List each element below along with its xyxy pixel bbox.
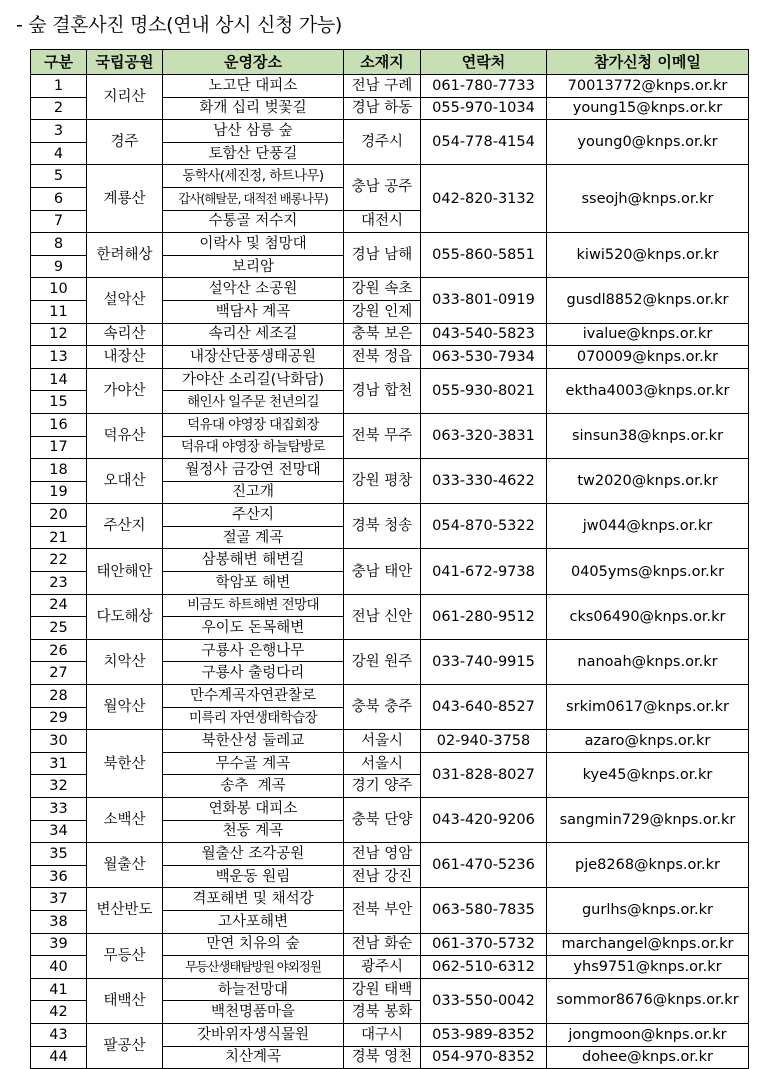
place-name: 삼봉해변 해변길 — [163, 549, 344, 572]
row-number: 8 — [31, 233, 87, 256]
place-name: 갓바위자생식물원 — [163, 1023, 344, 1046]
phone: 033-550-0042 — [421, 978, 547, 1023]
phone: 063-530-7934 — [421, 346, 547, 369]
phone: 063-580-7835 — [421, 888, 547, 933]
park-name: 월출산 — [87, 843, 163, 888]
email: sinsun38@knps.or.kr — [547, 413, 749, 458]
park-name: 경주 — [87, 120, 163, 165]
phone: 055-860-5851 — [421, 233, 547, 278]
location: 경남 합천 — [344, 368, 421, 413]
phone: 061-470-5236 — [421, 843, 547, 888]
email: jw044@knps.or.kr — [547, 504, 749, 549]
place-name: 백운동 원림 — [163, 865, 344, 888]
row-number: 2 — [31, 97, 87, 120]
location: 전남 구례 — [344, 75, 421, 98]
location: 강원 인제 — [344, 300, 421, 323]
phone: 061-280-9512 — [421, 594, 547, 639]
location: 경주시 — [344, 120, 421, 165]
park-name: 덕유산 — [87, 413, 163, 458]
location: 강원 태백 — [344, 978, 421, 1001]
row-number: 32 — [31, 775, 87, 798]
email: sangmin729@knps.or.kr — [547, 798, 749, 843]
header-cell-park: 국립공원 — [87, 50, 163, 75]
row-number: 30 — [31, 730, 87, 753]
phone: 033-740-9915 — [421, 639, 547, 684]
row-number: 1 — [31, 75, 87, 98]
table-row — [31, 413, 749, 436]
place-name: 학암포 해변 — [163, 572, 344, 595]
phone: 043-640-8527 — [421, 685, 547, 730]
row-number: 37 — [31, 888, 87, 911]
table-row — [31, 75, 749, 98]
park-name: 치악산 — [87, 639, 163, 684]
park-name: 한려해상 — [87, 233, 163, 278]
phone: 041-672-9738 — [421, 549, 547, 594]
park-name: 오대산 — [87, 459, 163, 504]
location: 전북 정읍 — [344, 346, 421, 369]
park-name: 변산반도 — [87, 888, 163, 933]
header-cell-location: 소재지 — [344, 50, 421, 75]
email: gurlhs@knps.or.kr — [547, 888, 749, 933]
location: 경북 영천 — [344, 1046, 421, 1069]
email: srkim0617@knps.or.kr — [547, 685, 749, 730]
place-name: 격포해변 및 채석강 — [163, 888, 344, 911]
location: 경북 청송 — [344, 504, 421, 549]
place-name: 진고개 — [163, 481, 344, 504]
location: 경남 남해 — [344, 233, 421, 278]
phone: 062-510-6312 — [421, 956, 547, 979]
table-row — [31, 978, 749, 1001]
place-name: 고사포해변 — [163, 910, 344, 933]
table-row — [31, 165, 749, 188]
phone: 033-330-4622 — [421, 459, 547, 504]
row-number: 4 — [31, 142, 87, 165]
row-number: 11 — [31, 300, 87, 323]
row-number: 24 — [31, 594, 87, 617]
place-name: 비금도 하트해변 전망대 — [163, 594, 344, 617]
row-number: 27 — [31, 662, 87, 685]
location: 광주시 — [344, 956, 421, 979]
row-number: 7 — [31, 210, 87, 233]
phone: 055-930-8021 — [421, 368, 547, 413]
table-row — [31, 639, 749, 662]
phone: 054-870-5322 — [421, 504, 547, 549]
table-row — [31, 323, 749, 346]
row-number: 43 — [31, 1023, 87, 1046]
row-number: 41 — [31, 978, 87, 1001]
table-row — [31, 120, 749, 143]
location: 대구시 — [344, 1023, 421, 1046]
location: 대전시 — [344, 210, 421, 233]
row-number: 16 — [31, 413, 87, 436]
row-number: 20 — [31, 504, 87, 527]
place-name: 치산계곡 — [163, 1046, 344, 1069]
email: azaro@knps.or.kr — [547, 730, 749, 753]
phone: 061-370-5732 — [421, 933, 547, 956]
table-row — [31, 233, 749, 256]
place-name: 만연 치유의 숲 — [163, 933, 344, 956]
location: 서울시 — [344, 730, 421, 753]
email: jongmoon@knps.or.kr — [547, 1023, 749, 1046]
row-number: 17 — [31, 436, 87, 459]
location: 전남 영암 — [344, 843, 421, 866]
park-name: 가야산 — [87, 368, 163, 413]
park-name: 속리산 — [87, 323, 163, 346]
table-row — [31, 594, 749, 617]
place-name: 천동 계곡 — [163, 820, 344, 843]
phone: 055-970-1034 — [421, 97, 547, 120]
place-name: 구룡사 출렁다리 — [163, 662, 344, 685]
location: 경기 양주 — [344, 775, 421, 798]
table-header-row — [31, 50, 749, 75]
place-name: 만수계곡자연관찰로 — [163, 685, 344, 708]
park-name: 태백산 — [87, 978, 163, 1023]
table-row — [31, 933, 749, 956]
row-number: 25 — [31, 617, 87, 640]
table-row — [31, 504, 749, 527]
place-name: 남산 삼릉 숲 — [163, 120, 344, 143]
row-number: 35 — [31, 843, 87, 866]
place-name: 동학사(세진정, 하트나무) — [163, 165, 344, 188]
place-name: 덕유대 야영장 하늘탐방로 — [163, 436, 344, 459]
phone: 02-940-3758 — [421, 730, 547, 753]
row-number: 44 — [31, 1046, 87, 1069]
location: 전북 무주 — [344, 413, 421, 458]
phone: 054-970-8352 — [421, 1046, 547, 1069]
email: young0@knps.or.kr — [547, 120, 749, 165]
place-name: 연화봉 대피소 — [163, 798, 344, 821]
place-name: 주산지 — [163, 504, 344, 527]
place-name: 토함산 단풍길 — [163, 142, 344, 165]
location: 서울시 — [344, 752, 421, 775]
row-number: 34 — [31, 820, 87, 843]
email: marchangel@knps.or.kr — [547, 933, 749, 956]
place-name: 갑사(해탈문, 대적전 배롱나무) — [163, 187, 344, 210]
row-number: 33 — [31, 798, 87, 821]
location: 충북 보은 — [344, 323, 421, 346]
email: gusdl8852@knps.or.kr — [547, 278, 749, 323]
row-number: 39 — [31, 933, 87, 956]
place-name: 절골 계곡 — [163, 526, 344, 549]
place-name: 무수골 계곡 — [163, 752, 344, 775]
email: pje8268@knps.or.kr — [547, 843, 749, 888]
park-name: 태안해안 — [87, 549, 163, 594]
park-name: 내장산 — [87, 346, 163, 369]
place-name: 북한산성 둘레교 — [163, 730, 344, 753]
phone: 053-989-8352 — [421, 1023, 547, 1046]
place-name: 송추 계곡 — [163, 775, 344, 798]
email: ektha4003@knps.or.kr — [547, 368, 749, 413]
row-number: 10 — [31, 278, 87, 301]
row-number: 15 — [31, 391, 87, 414]
row-number: 26 — [31, 639, 87, 662]
table-row — [31, 346, 749, 369]
table-row — [31, 685, 749, 708]
place-name: 월정사 금강연 전망대 — [163, 459, 344, 482]
place-name: 수통골 저수지 — [163, 210, 344, 233]
row-number: 28 — [31, 685, 87, 708]
table-row — [31, 459, 749, 482]
wedding-photo-spots-table — [30, 49, 749, 1069]
header-cell-place: 운영장소 — [163, 50, 344, 75]
email: tw2020@knps.or.kr — [547, 459, 749, 504]
email: 070009@knps.or.kr — [547, 346, 749, 369]
place-name: 노고단 대피소 — [163, 75, 344, 98]
location: 강원 원주 — [344, 639, 421, 684]
park-name: 소백산 — [87, 798, 163, 843]
park-name: 월악산 — [87, 685, 163, 730]
row-number: 6 — [31, 187, 87, 210]
place-name: 설악산 소공원 — [163, 278, 344, 301]
row-number: 12 — [31, 323, 87, 346]
park-name: 팔공산 — [87, 1023, 163, 1068]
row-number: 19 — [31, 481, 87, 504]
header-cell-phone: 연락처 — [421, 50, 547, 75]
phone: 063-320-3831 — [421, 413, 547, 458]
table-row — [31, 368, 749, 391]
email: kiwi520@knps.or.kr — [547, 233, 749, 278]
location: 경남 하동 — [344, 97, 421, 120]
place-name: 백천명품마을 — [163, 1001, 344, 1024]
row-number: 21 — [31, 526, 87, 549]
row-number: 13 — [31, 346, 87, 369]
location: 전남 화순 — [344, 933, 421, 956]
location: 전남 강진 — [344, 865, 421, 888]
table-row — [31, 278, 749, 301]
row-number: 31 — [31, 752, 87, 775]
place-name: 해인사 일주문 천년의길 — [163, 391, 344, 414]
place-name: 화개 십리 벚꽃길 — [163, 97, 344, 120]
table-row — [31, 798, 749, 821]
phone: 031-828-8027 — [421, 752, 547, 797]
place-name: 백담사 계곡 — [163, 300, 344, 323]
place-name: 덕유대 야영장 대집회장 — [163, 413, 344, 436]
place-name: 우이도 돈목해변 — [163, 617, 344, 640]
park-name: 무등산 — [87, 933, 163, 978]
place-name: 하늘전망대 — [163, 978, 344, 1001]
page-heading: - 숲 결혼사진 명소(연내 상시 신청 가능) — [16, 14, 343, 36]
email: sommor8676@knps.or.kr — [547, 978, 749, 1023]
place-name: 무등산생태탐방원 야외정원 — [163, 956, 344, 979]
row-number: 42 — [31, 1001, 87, 1024]
row-number: 36 — [31, 865, 87, 888]
email: ivalue@knps.or.kr — [547, 323, 749, 346]
table-row — [31, 1023, 749, 1046]
location: 충남 공주 — [344, 165, 421, 210]
table-row — [31, 843, 749, 866]
row-number: 29 — [31, 707, 87, 730]
phone: 042-820-3132 — [421, 165, 547, 233]
row-number: 14 — [31, 368, 87, 391]
row-number: 22 — [31, 549, 87, 572]
phone: 033-801-0919 — [421, 278, 547, 323]
place-name: 속리산 세조길 — [163, 323, 344, 346]
phone: 043-540-5823 — [421, 323, 547, 346]
park-name: 북한산 — [87, 730, 163, 798]
email: 0405yms@knps.or.kr — [547, 549, 749, 594]
email: dohee@knps.or.kr — [547, 1046, 749, 1069]
row-number: 5 — [31, 165, 87, 188]
row-number: 40 — [31, 956, 87, 979]
email: 70013772@knps.or.kr — [547, 75, 749, 98]
location: 강원 평창 — [344, 459, 421, 504]
location: 전남 신안 — [344, 594, 421, 639]
row-number: 23 — [31, 572, 87, 595]
location: 강원 속초 — [344, 278, 421, 301]
table-row — [31, 888, 749, 911]
place-name: 가야산 소리길(낙화담) — [163, 368, 344, 391]
email: young15@knps.or.kr — [547, 97, 749, 120]
place-name: 내장산단풍생태공원 — [163, 346, 344, 369]
table-row — [31, 730, 749, 753]
email: nanoah@knps.or.kr — [547, 639, 749, 684]
location: 충북 충주 — [344, 685, 421, 730]
park-name: 계룡산 — [87, 165, 163, 233]
table-row — [31, 549, 749, 572]
place-name: 월출산 조각공원 — [163, 843, 344, 866]
email: cks06490@knps.or.kr — [547, 594, 749, 639]
place-name: 구룡사 은행나무 — [163, 639, 344, 662]
table-body — [31, 75, 749, 1069]
row-number: 3 — [31, 120, 87, 143]
row-number: 18 — [31, 459, 87, 482]
park-name: 설악산 — [87, 278, 163, 323]
phone: 061-780-7733 — [421, 75, 547, 98]
email: sseojh@knps.or.kr — [547, 165, 749, 233]
phone: 054-778-4154 — [421, 120, 547, 165]
header-cell-no: 구분 — [31, 50, 87, 75]
phone: 043-420-9206 — [421, 798, 547, 843]
park-name: 주산지 — [87, 504, 163, 549]
place-name: 이락사 및 첨망대 — [163, 233, 344, 256]
location: 전북 부안 — [344, 888, 421, 933]
park-name: 다도해상 — [87, 594, 163, 639]
location: 경북 봉화 — [344, 1001, 421, 1024]
location: 충남 태안 — [344, 549, 421, 594]
place-name: 보리암 — [163, 255, 344, 278]
header-cell-email: 참가신청 이메일 — [547, 50, 749, 75]
row-number: 38 — [31, 910, 87, 933]
park-name: 지리산 — [87, 75, 163, 120]
place-name: 미륵리 자연생태학습장 — [163, 707, 344, 730]
email: kye45@knps.or.kr — [547, 752, 749, 797]
email: yhs9751@knps.or.kr — [547, 956, 749, 979]
row-number: 9 — [31, 255, 87, 278]
location: 충북 단양 — [344, 798, 421, 843]
